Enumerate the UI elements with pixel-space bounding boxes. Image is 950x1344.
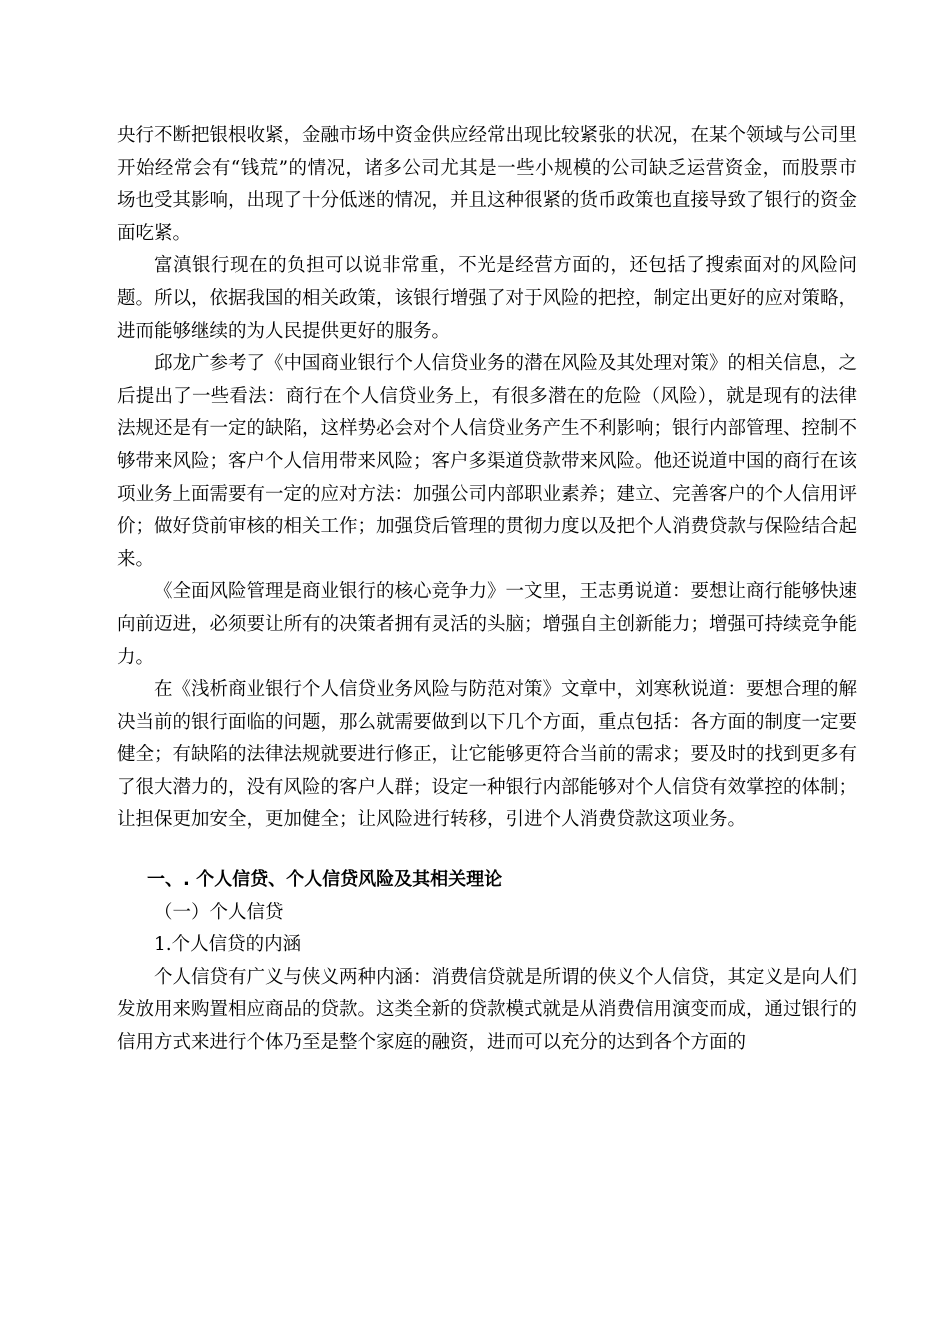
document-page — [117, 120, 857, 1060]
section-heading: 一、. 个人信贷、个人信贷风险及其相关理论 — [147, 869, 503, 891]
subsection-heading: （一）个人信贷 — [154, 901, 284, 923]
paragraph-4: 《全面风险管理是商业银行的核心竞争力》一文里，王志勇说道：要想让商行能够快速向前迈进，必须要让所有的决策者拥有灵活的头脑；增强自主创新能力；增强可持续竞争能力。 — [117, 581, 858, 668]
paragraph-6: 个人信贷有广义与侠义两种内涵：消费信贷就是所谓的侠义个人信贷，其定义是向人们发放用来购置相应商品的贷款。这类全新的贷款模式就是从消费信用演变而成，通过银行的信用方式来进行个体乃至是整个家庭的融资，进而可以充分的达到各个方面的 — [117, 966, 858, 1054]
paragraph-3: 邱龙广参考了《中国商业银行个人信贷业务的潜在风险及其处理对策》的相关信息，之后提出了一些看法：商行在个人信贷业务上，有很多潜在的危险（风险），就是现有的法律法规还是有一定的缺陷，这样势必会对个人信贷业务产生不利影响；银行内部管理、控制不够带来风险；客户个人信用带来风险；客户多渠道贷款带来风险。他还说道中国的商行在该项业务上面需要有一定的应对方法：加强公司内部职业素养；建立、完善客户的个人信用评价；做好贷前审核的相关工作；加强贷后管理的贯彻力度以及把个人消费贷款与保险结合起来。 — [117, 353, 858, 570]
paragraph-1: 央行不断把银根收紧，金融市场中资金供应经常出现比较紧张的状况，在某个领域与公司里开始经常会有“钱荒”的情况，诸多公司尤其是一些小规模的公司缺乏运营资金，而股票市场也受其影响，出现了十分低迷的情况，并且这种很紧的货币政策也直接导致了银行的资金面吃紧。 — [117, 125, 858, 244]
subsubsection-heading: 1.个人信贷的内涵 — [154, 934, 302, 956]
paragraph-2: 富滇银行现在的负担可以说非常重，不光是经营方面的，还包括了搜索面对的风险问题。所以，依据我国的相关政策，该银行增强了对于风险的把控，制定出更好的应对策略，进而能够继续的为人民提供更好的服务。 — [117, 255, 858, 342]
paragraph-5: 在《浅析商业银行个人信贷业务风险与防范对策》文章中，刘寒秋说道：要想合理的解决当前的银行面临的问题，那么就需要做到以下几个方面，重点包括：各方面的制度一定要健全；有缺陷的法律法规就要进行修正，让它能够更符合当前的需求；要及时的找到更多有了很大潜力的，没有风险的客户人群；设定一种银行内部能够对个人信贷有效掌控的体制；让担保更加安全，更加健全；让风险进行转移，引进个人消费贷款这项业务。 — [117, 679, 858, 831]
